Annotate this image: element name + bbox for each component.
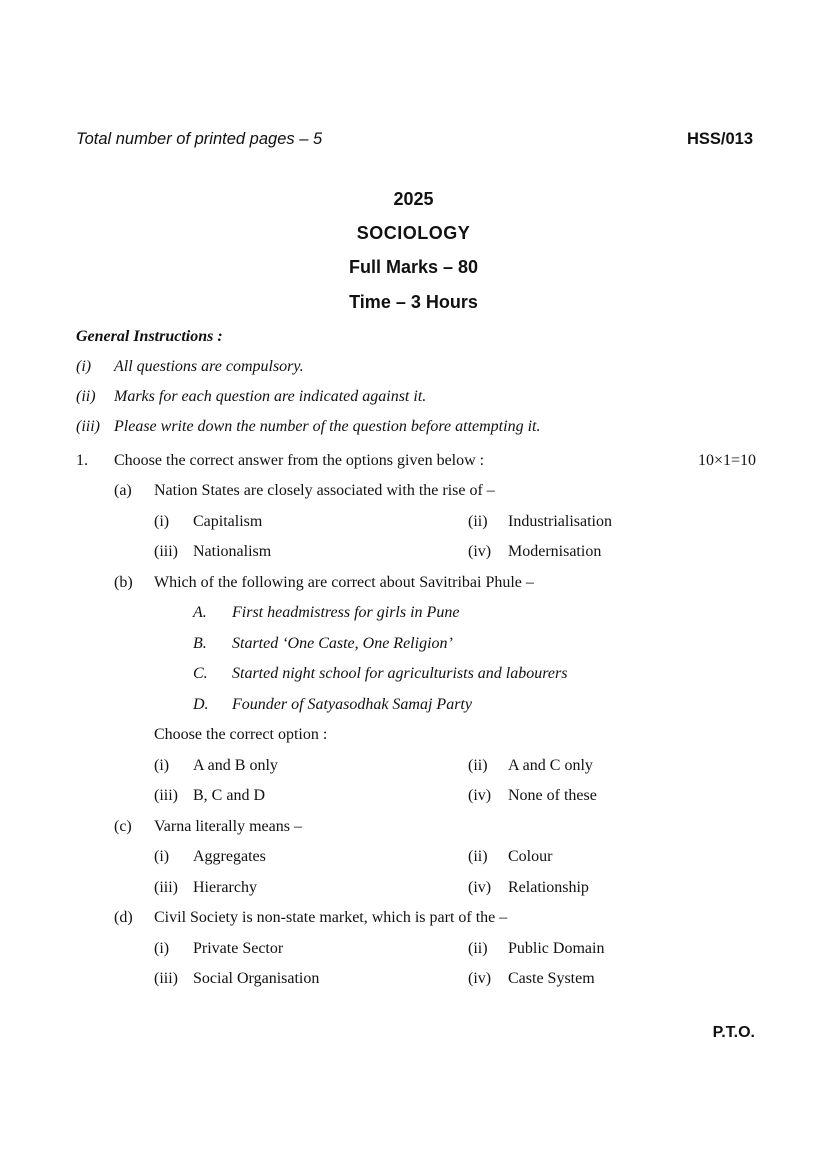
instruction-num: (iii) [76,418,100,435]
subquestion-label: (c) [114,818,132,835]
option-num: (iii) [154,879,178,896]
question-number: 1. [76,452,88,469]
statement-num: C. [193,665,208,682]
question-text: Choose the correct answer from the options given below : [114,452,485,469]
statement-text: First headmistress for girls in Pune [232,604,460,621]
option-num: (ii) [468,513,488,530]
instruction-num: (ii) [76,388,96,405]
statement-text: Founder of Satyasodhak Samaj Party [232,696,472,713]
subquestion-label: (d) [114,909,133,926]
option-text: Nationalism [193,543,272,560]
option-text: Private Sector [193,940,284,957]
option-text: Modernisation [508,543,602,560]
full-marks: Full Marks – 80 [348,257,479,277]
question-marks: 10×1=10 [697,452,756,469]
subquestion-text: Civil Society is non-state market, which is part of the – [154,909,508,926]
option-text: B, C and D [193,787,265,804]
statement-num: D. [193,696,209,713]
option-num: (iv) [468,879,492,896]
option-num: (i) [154,848,170,865]
option-text: Industrialisation [508,513,612,530]
statement-text: Started ‘One Caste, One Religion’ [232,635,453,652]
option-num: (iv) [468,970,492,987]
option-num: (iv) [468,543,492,560]
pto-label: P.T.O. [712,1024,755,1041]
statement-text: Started night school for agriculturists and labourers [232,665,568,682]
option-num: (ii) [468,940,488,957]
option-text: Caste System [508,970,595,987]
instruction-text: All questions are compulsory. [114,358,304,375]
paper-code: HSS/013 [686,130,753,148]
option-num: (ii) [468,757,488,774]
option-text: A and B only [193,757,278,774]
option-text: Relationship [508,879,589,896]
statement-num: B. [193,635,207,652]
printed-pages-note: Total number of printed pages – 5 [76,130,323,148]
option-text: Public Domain [508,940,605,957]
subquestion-text: Nation States are closely associated with the rise of – [154,482,495,499]
option-text: Colour [508,848,553,865]
option-num: (i) [154,757,170,774]
option-text: Aggregates [193,848,266,865]
option-text: None of these [508,787,597,804]
instruction-text: Please write down the number of the question before attempting it. [114,418,541,435]
subject-title: SOCIOLOGY [356,223,471,243]
option-num: (iii) [154,543,178,560]
time-allowed: Time – 3 Hours [349,292,478,312]
option-num: (iv) [468,787,492,804]
option-text: Hierarchy [193,879,257,896]
option-num: (i) [154,940,170,957]
option-num: (iii) [154,970,178,987]
option-num: (iii) [154,787,178,804]
option-num: (i) [154,513,170,530]
subquestion-text: Which of the following are correct about Savitribai Phule – [154,574,534,591]
statement-num: A. [193,604,207,621]
option-num: (ii) [468,848,488,865]
subquestion-text: Varna literally means – [154,818,302,835]
subquestion-label: (b) [114,574,133,591]
option-text: Capitalism [193,513,263,530]
instruction-num: (i) [76,358,92,375]
option-text: Social Organisation [193,970,320,987]
choose-option-text: Choose the correct option : [154,726,328,743]
option-text: A and C only [508,757,593,774]
instruction-text: Marks for each question are indicated against it. [114,388,427,405]
exam-year: 2025 [393,189,434,209]
subquestion-label: (a) [114,482,132,499]
instructions-heading: General Instructions : [76,328,223,345]
